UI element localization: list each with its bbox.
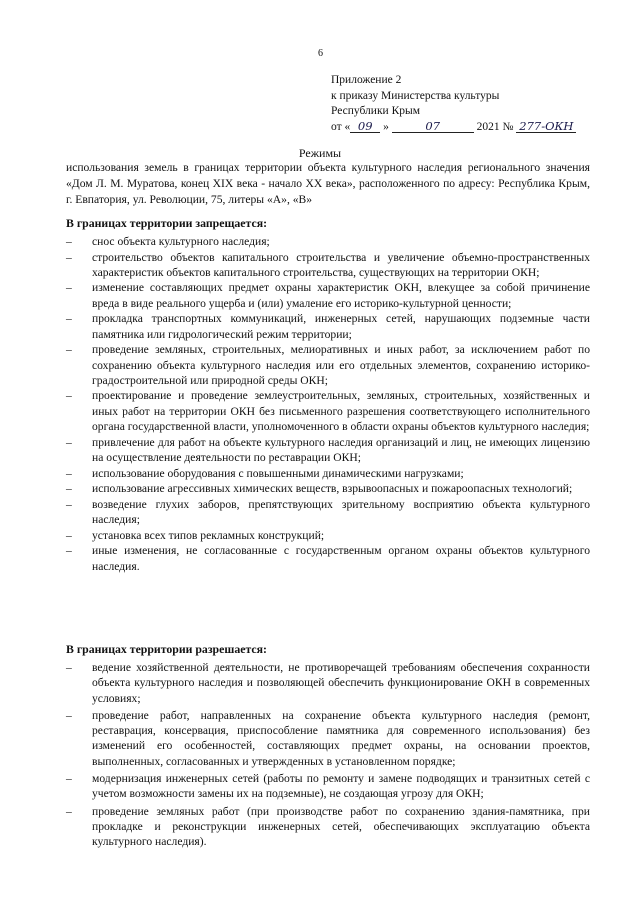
prohibited-item-text: привлечение для работ на объекте культурного наследия организаций и лиц, не имеющих лицензию на осуществление деятельности по реставрации ОКН; xyxy=(92,435,590,464)
prohibited-item-text: прокладка транспортных коммуникаций, инженерных сетей, нарушающих подземные части памятника или гидрологический режим территории; xyxy=(92,312,590,341)
prohibited-item-text: проведение земляных, строительных, мелиоративных и иных работ, за исключением работ по сохранению объекта культурного наследия или его отдельных элементов, сохранению историко-градостроительной или природной среды ОКН; xyxy=(92,343,590,387)
annex-line-1: Приложение 2 xyxy=(331,74,402,86)
dash-marker: – xyxy=(66,435,72,449)
prohibited-item xyxy=(66,435,590,466)
prohibited-item xyxy=(66,280,590,311)
prohibited-item xyxy=(66,497,590,528)
prohibited-item xyxy=(66,466,590,481)
permitted-item-text: проведение земляных работ (при производстве работ по сохранению здания-памятника, при прокладке и реконструкции инженерных сетей, обеспечивающих эксплуатацию объекта культурного наследия). xyxy=(92,804,590,849)
prohibited-item xyxy=(66,528,590,543)
prohibited-item-text: установка всех типов рекламных конструкций; xyxy=(92,528,325,542)
permitted-item-text: ведение хозяйственной деятельности, не противоречащей требованиям обеспечения сохранности объекта культурного наследия и позволяющей обеспечить функционирование ОКН в современных условиях; xyxy=(92,661,590,705)
permitted-item-text: модернизация инженерных сетей (работы по ремонту и замене подводящих и транзитных сетей с учетом возможности замены их на подземные), не создающая угрозу для ОКН; xyxy=(92,772,590,801)
dash-marker: – xyxy=(66,708,72,722)
dash-marker: – xyxy=(66,312,72,326)
page-number: 6 xyxy=(318,48,323,59)
permitted-list xyxy=(66,660,590,850)
dash-marker: – xyxy=(66,250,72,264)
dash-marker: – xyxy=(66,482,72,496)
permitted-section xyxy=(66,642,590,852)
prohibited-item xyxy=(66,342,590,388)
permitted-item xyxy=(66,660,590,706)
dash-marker: – xyxy=(66,528,72,542)
dash-marker: – xyxy=(66,772,72,786)
prohibited-section xyxy=(66,216,590,574)
prohibited-heading: В границах территории запрещается: xyxy=(66,216,268,230)
dash-marker: – xyxy=(66,235,72,248)
permitted-item-text: проведение работ, направленных на сохранение объекта культурного наследия (ремонт, реставрация, консервация, приспособление памятника для современного использования) без изменений его особенностей, составляющих предмет охраны, на основании проектов, выполненных, согласованных и утвержденных в установленном порядке; xyxy=(92,708,590,768)
dash-marker: – xyxy=(66,389,72,403)
order-number: 277-ОКН xyxy=(516,120,576,133)
permitted-item xyxy=(66,771,590,802)
prohibited-item xyxy=(66,234,590,249)
dash-marker: – xyxy=(66,804,72,818)
dash-marker: – xyxy=(66,661,72,674)
prohibited-item xyxy=(66,543,590,574)
permitted-item xyxy=(66,708,590,769)
prohibited-item-text: использование оборудования с повышенными динамическими нагрузками; xyxy=(92,466,464,480)
prohibited-item-text: строительство объектов капитального строительства и увеличение объемно-пространственных характеристик объектов капитального строительства, существующих на территории ОКН; xyxy=(92,250,590,279)
dash-marker: – xyxy=(66,343,72,357)
document-title: Режимы xyxy=(298,146,342,160)
prohibited-item-text: иные изменения, не согласованные с государственным органом охраны объектов культурного наследия. xyxy=(92,544,590,573)
annex-line-3: Республики Крым xyxy=(331,105,420,117)
prohibited-item-text: использование агрессивных химических веществ, взрывоопасных и пожароопасных технологий; xyxy=(92,482,573,496)
date-day: 09 xyxy=(350,120,380,133)
date-mid: » xyxy=(380,120,392,133)
date-year: 2021 № xyxy=(473,120,517,133)
annex-block xyxy=(331,73,576,135)
prohibited-item xyxy=(66,311,590,342)
date-month: 07 xyxy=(392,120,474,133)
prohibited-list xyxy=(66,234,590,574)
prohibited-item-text: возведение глухих заборов, препятствующих зрительному восприятию объекта культурного наследия; xyxy=(92,497,590,527)
prohibited-item xyxy=(66,481,590,496)
dash-marker: – xyxy=(66,497,72,511)
dash-marker: – xyxy=(66,281,72,295)
prohibited-item-text: изменение составляющих предмет охраны характеристик ОКН, влекущее за собой причинение вреда в виде реального ущерба и (или) умаление его историко-культурной ценности; xyxy=(92,281,590,310)
prohibited-item-text: проектирование и проведение землеустроительных, земляных, строительных, хозяйственных и иных работ на территории ОКН без письменного разрешения соответствующего исполнительного органа государственной власти, уполномоченного в области охраны объектов культурного наследия; xyxy=(92,389,590,434)
annex-date-line xyxy=(331,120,576,136)
dash-marker: – xyxy=(66,466,72,480)
date-prefix: от « xyxy=(331,120,351,133)
annex-line-2: к приказу Министерства культуры xyxy=(331,89,500,102)
intro-paragraph: использования земель в границах территории объекта культурного наследия регионального значения «Дом Л. М. Муратова, конец XIX века - начало XX века», расположенного по адресу: Республика Крым, г. Евпатория, ул. Революции, 75, литеры «А», «В» xyxy=(66,161,590,206)
prohibited-item xyxy=(66,388,590,434)
dash-marker: – xyxy=(66,544,72,558)
prohibited-item-text: снос объекта культурного наследия; xyxy=(92,235,270,248)
prohibited-item xyxy=(66,250,590,281)
permitted-item xyxy=(66,804,590,850)
permitted-heading: В границах территории разрешается: xyxy=(66,642,267,656)
